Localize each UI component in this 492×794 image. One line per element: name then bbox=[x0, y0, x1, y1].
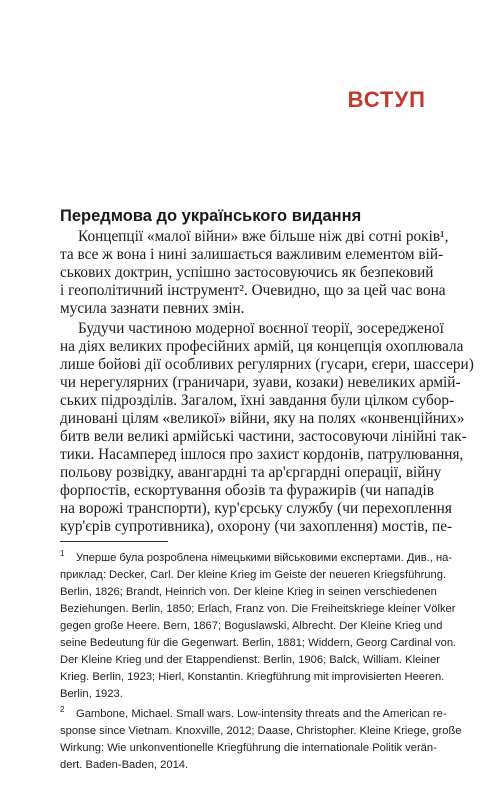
body-line: мусила зазнати певних змін. bbox=[60, 300, 245, 317]
footnote-line: Krieg. Berlin, 1923; Hierl, Konstantin. Kriegführung mit improvisierten Heeren. bbox=[60, 671, 445, 683]
section-heading: Передмова до українського видання bbox=[60, 207, 362, 225]
footnote-line: gegen große Heere. Bern, 1867; Boguslawski, Albrecht. Der Kleine Krieg und bbox=[60, 620, 443, 632]
body-line: тики. Насамперед ішлося про захист кордонів, патрулювання, bbox=[60, 446, 464, 463]
footnote-separator bbox=[60, 541, 168, 542]
body-line: Концепції «малої війни» вже більше ніж дві сотні років¹, bbox=[78, 228, 449, 245]
body-line: Будучи частиною модерної воєнної теорії, зосередженої bbox=[78, 320, 444, 337]
footnote-line: Beziehungen. Berlin, 1850; Erlach, Franz von. Die Freiheitskriege kleiner Völker bbox=[60, 603, 456, 615]
body-line: форпостів, ескортування обозів та фуражирів (чи нападів bbox=[60, 482, 434, 499]
body-line: битв вели великі армійські частини, застосовуючи лінійні так- bbox=[60, 428, 467, 445]
body-line: ськових доктрин, успішно застосовуючись як безпековий bbox=[60, 264, 434, 281]
body-line: диновані цілям «великої» війни, яку на полях «конвенційних» bbox=[60, 410, 465, 427]
body-line: чи нерегулярних (граничари, зуави, козаки) невеликих армій- bbox=[60, 374, 461, 391]
footnote-line: Berlin, 1826; Brandt, Heinrich von. Der kleine Krieg in seinen verschiedenen bbox=[60, 586, 437, 598]
footnote-line: Der Kleine Krieg und der Etappendienst. Berlin, 1906; Balck, William. Kleiner bbox=[60, 654, 440, 666]
footnote-line: Berlin, 1923. bbox=[60, 688, 123, 700]
footnote-line: dert. Baden-Baden, 2014. bbox=[60, 759, 189, 771]
footnote-line: sponse since Vietnam. Knoxville, 2012; Daase, Christopher. Kleine Kriege, große bbox=[60, 725, 462, 737]
chapter-title: ВСТУП bbox=[347, 87, 426, 112]
footnote-marker: 1 bbox=[60, 549, 65, 558]
footnote-line: Gambone, Michael. Small wars. Low-intensity threats and the American re- bbox=[76, 708, 447, 720]
body-line: на діях великих професійних армій, ця концепція охоплювала bbox=[60, 338, 464, 355]
footnote-line: приклад: Decker, Carl. Der kleine Krieg im Geiste der neueren Kriegsführung. bbox=[60, 569, 447, 581]
body-line: та все ж вона і нині залишається важливим елементом вій- bbox=[60, 246, 444, 263]
footnote-marker: 2 bbox=[60, 705, 65, 714]
footnote-line: Wirkung: Wie unkonventionelle Kriegführung die internationale Politik verän- bbox=[60, 742, 437, 754]
body-line: ських підрозділів. Загалом, їхні завдання були цілком субор- bbox=[60, 392, 455, 409]
body-line: на ворожі транспорти), кур'єрську службу (чи перехоплення bbox=[60, 500, 452, 517]
footnote-line: seine Bedeutung für die Gegenwart. Berlin, 1881; Widdern, Georg Cardinal von. bbox=[60, 637, 457, 649]
body-line: кур'єрів супротивника), охорону (чи захоплення) мостів, пе- bbox=[60, 518, 453, 535]
footnote-line: Уперше була розроблена німецькими військовими експертами. Див., на- bbox=[76, 552, 453, 564]
body-line: польову розвідку, авангардні та ар'єргардні операції, війну bbox=[60, 464, 442, 481]
body-line: лише бойові дії особливих регулярних (гусари, єґери, шассери) bbox=[60, 356, 474, 373]
body-line: і геополітичний інструмент². Очевидно, що за цей час вона bbox=[60, 282, 446, 299]
